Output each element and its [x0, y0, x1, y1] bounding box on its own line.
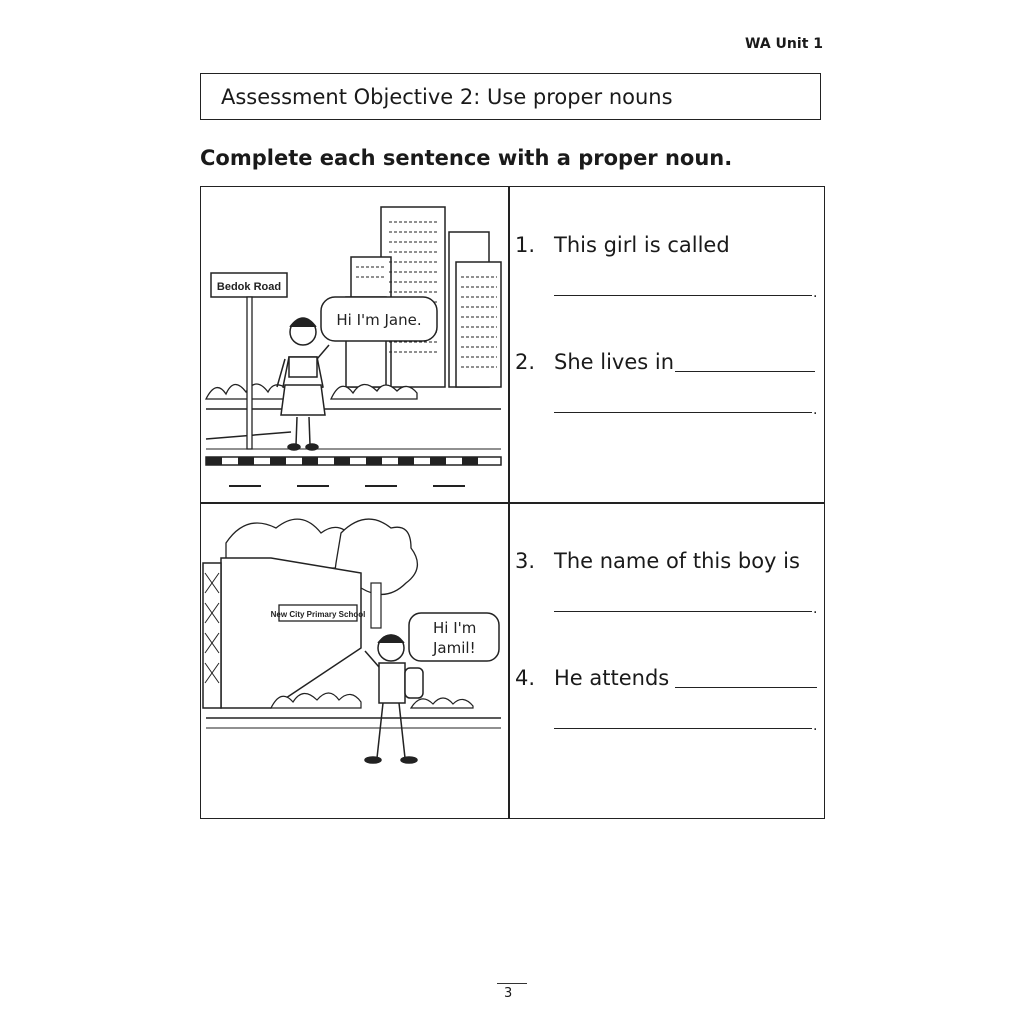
- answer-blank-4a[interactable]: [675, 687, 817, 688]
- period-mark: .: [813, 402, 818, 418]
- question-number: 2.: [515, 350, 536, 374]
- page-number-rule: [497, 983, 527, 984]
- answer-blank-3a[interactable]: [554, 611, 812, 612]
- instruction-heading: Complete each sentence with a proper noun.: [200, 146, 733, 170]
- girl-figure: [277, 318, 329, 450]
- speech-bubble-boy-line1: Hi I'm: [433, 619, 477, 637]
- objective-box: [200, 73, 821, 120]
- period-mark: .: [813, 718, 818, 734]
- page-number: 3: [504, 986, 513, 1001]
- school-sign-text: New City Primary School: [270, 610, 366, 619]
- road-sign-text: Bedok Road: [216, 281, 282, 293]
- period-mark: .: [813, 601, 818, 617]
- speech-bubble-boy-line2: Jamil!: [433, 639, 476, 657]
- question-text: He attends: [554, 666, 670, 690]
- scene-girl-illustration: [201, 187, 508, 502]
- answer-blank-4b[interactable]: [554, 728, 812, 729]
- question-number: 1.: [515, 233, 536, 257]
- answer-blank-2a[interactable]: [675, 371, 815, 372]
- answer-blank-1a[interactable]: [554, 295, 812, 296]
- question-text: She lives in: [554, 350, 675, 374]
- answer-blank-2b[interactable]: [554, 412, 812, 413]
- exercise-grid: [200, 186, 825, 819]
- unit-label: WA Unit 1: [745, 36, 823, 52]
- question-text: The name of this boy is: [554, 549, 800, 573]
- question-text: This girl is called: [554, 233, 730, 257]
- scene-boy-illustration: [201, 503, 508, 818]
- question-number: 4.: [515, 666, 536, 690]
- objective-text: Assessment Objective 2: Use proper nouns: [221, 85, 673, 109]
- speech-bubble-girl: Hi I'm Jane.: [336, 311, 422, 329]
- period-mark: .: [813, 285, 818, 301]
- question-number: 3.: [515, 549, 536, 573]
